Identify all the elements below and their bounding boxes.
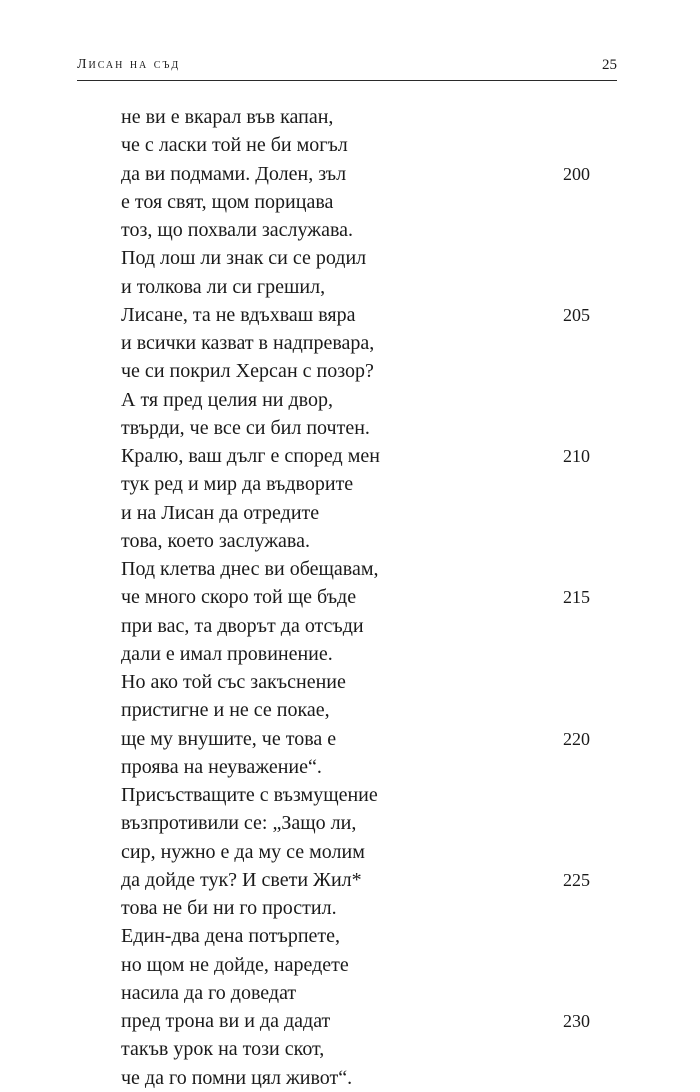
verse-line [121,216,621,244]
verse-block [121,103,621,1092]
verse-line-text: Но ако той със закъснение [121,671,346,693]
verse-line [121,696,621,724]
verse-line [121,1007,621,1035]
verse-line-text: е тоя свят, щом порицава [121,190,334,213]
verse-line-text: това не би ни го простил. [121,897,337,919]
verse-line [121,499,621,527]
verse-line-text: и на Лисан да отредите [121,501,320,524]
line-number: 230 [563,1011,590,1031]
line-number: 210 [563,446,590,466]
verse-line [121,612,621,640]
page-number: 25 [602,57,617,73]
verse-line-text: да дойде тук? И свети Жил* [121,868,362,891]
verse-line-text: че си покрил Херсан с позор? [121,360,374,383]
verse-line [121,725,621,753]
verse-line [121,922,621,950]
verse-line [121,668,621,696]
verse-line-text: че с ласки той не би могъл [121,134,348,157]
verse-line-text: тук ред и мир да въдворите [121,473,354,496]
verse-line [121,583,621,611]
verse-line-text: но щом не дойде, наредете [121,953,349,976]
verse-line [121,103,621,131]
verse-line-text: такъв урок на този скот, [121,1038,325,1061]
verse-line [121,273,621,301]
verse-line [121,781,621,809]
line-number: 225 [563,869,590,890]
verse-line [121,753,621,781]
verse-line [121,1035,621,1063]
verse-line [121,244,621,272]
verse-line-text: Един-два дена потърпете, [121,925,341,948]
verse-line-text: Под лош ли знак си се родил [121,247,367,270]
verse-line [121,809,621,837]
verse-line [121,894,621,922]
line-number: 205 [563,304,590,325]
line-number: 220 [563,728,590,749]
verse-line-text: Кралю, ваш дълг е според мен [121,445,380,467]
verse-line-text: и всички казват в надпревара, [121,332,375,354]
verse-line-text: проява на неуважение“. [121,755,322,778]
verse-line-text: дали е имал провинение. [121,642,333,665]
line-number: 215 [563,587,590,608]
verse-line [121,951,621,979]
verse-line [121,1064,621,1092]
verse-line [121,838,621,866]
verse-line [121,442,621,470]
verse-line [121,386,621,414]
verse-line [121,555,621,583]
verse-line [121,131,621,159]
verse-line-text: насила да го доведат [121,981,297,1004]
line-number: 200 [563,163,590,184]
verse-line-text: Лисане, та не вдъхваш вяра [121,303,356,326]
running-title: Лисан на съд [77,57,181,72]
verse-line-text: при вас, та дворът да отсъди [121,614,364,637]
verse-line-text: сир, нужно е да му се молим [121,840,365,863]
verse-line [121,866,621,894]
verse-line-text: и толкова ли си грешил, [121,275,326,298]
verse-line [121,414,621,442]
verse-line-text: Под клетва днес ви обещавам, [121,558,379,580]
verse-line [121,979,621,1007]
verse-line-text: не ви е вкарал във капан, [121,106,334,128]
verse-line-text: че да го помни цял живот“. [121,1066,353,1089]
verse-line-text: пристигне и не се покае, [121,699,330,722]
verse-line-text: това, което заслужава. [121,529,310,552]
verse-line [121,357,621,385]
verse-line-text: Присъстващите с възмущение [121,784,378,806]
verse-line [121,160,621,188]
verse-line [121,188,621,216]
running-head [77,52,617,81]
verse-line-text: ще му внушите, че това е [121,727,337,750]
verse-line [121,640,621,668]
verse-line [121,329,621,357]
verse-line-text: твърди, че все си бил почтен. [121,416,370,439]
verse-line-text: възпротивили се: „Защо ли, [121,812,357,835]
verse-line-text: че много скоро той ще бъде [121,586,357,609]
verse-line-text: А тя пред целия ни двор, [121,388,333,411]
verse-line-text: пред трона ви и да дадат [121,1010,331,1032]
verse-line [121,301,621,329]
verse-line-text: да ви подмами. Долен, зъл [121,162,347,185]
verse-line [121,527,621,555]
verse-line [121,470,621,498]
verse-line-text: тоз, що похвали заслужава. [121,219,354,241]
